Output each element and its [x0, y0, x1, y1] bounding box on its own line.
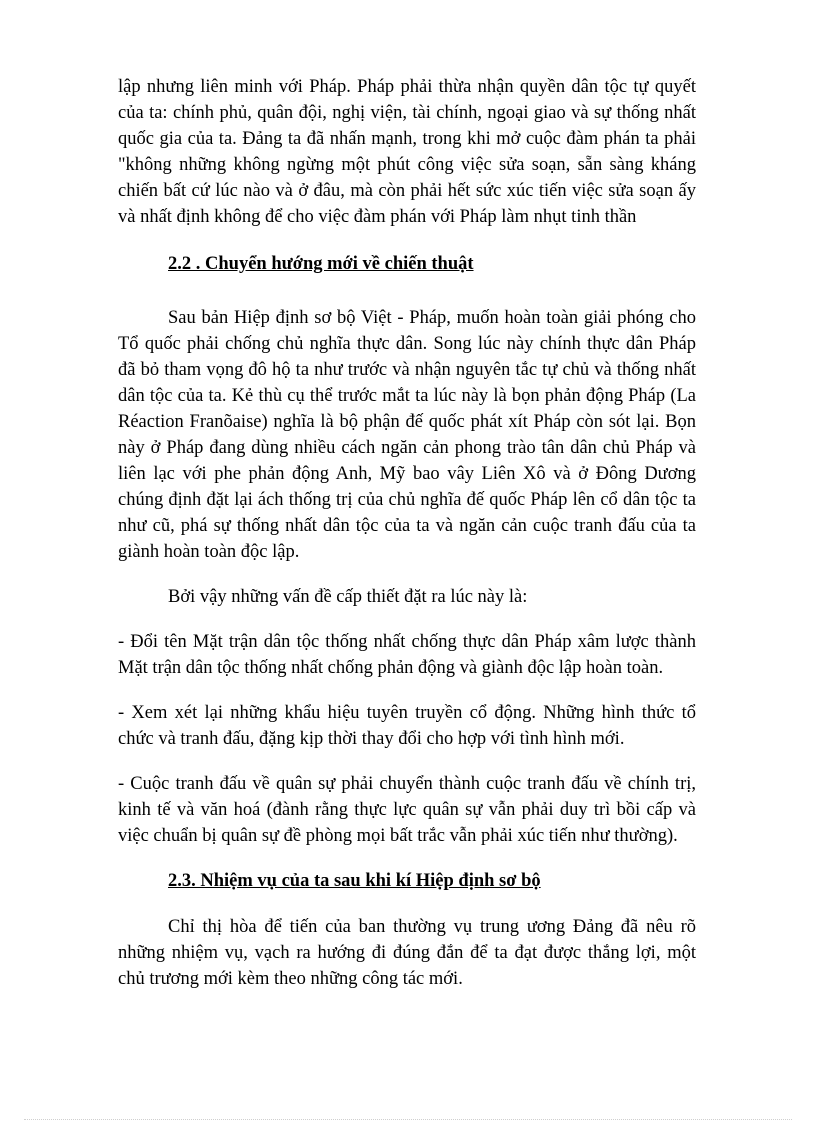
section-heading: 2.2 . Chuyển hướng mới về chiến thuật	[168, 254, 474, 274]
paragraph-line: Réaction Franõaise) nghĩa là bộ phận đế quốc phát xít Pháp còn sót lại. Bọn	[118, 412, 696, 432]
paragraph-line: chiến bất cứ lúc nào và ở đâu, mà còn phải hết sức xúc tiến việc sửa soạn ấy	[118, 181, 696, 201]
list-item-line: việc chuẩn bị quân sự đề phòng mọi bất trắc vẫn phải xúc tiến như thường).	[118, 826, 678, 846]
paragraph-line: Sau bản Hiệp định sơ bộ Việt - Pháp, muốn hoàn toàn giải phóng cho	[168, 308, 696, 328]
paragraph-line: giành hoàn toàn độc lập.	[118, 542, 300, 562]
paragraph-line: của ta: chính phủ, quân đội, nghị viện, tài chính, ngoại giao và sự thống nhất	[118, 103, 696, 123]
paragraph-line: chúng định đặt lại ách thống trị của chủ nghĩa đế quốc Pháp lên cổ dân tộc ta	[118, 490, 696, 510]
list-item-line: Mặt trận dân tộc thống nhất chống phản động và giành độc lập hoàn toàn.	[118, 658, 664, 678]
section-heading: 2.3. Nhiệm vụ của ta sau khi kí Hiệp định sơ bộ	[168, 871, 541, 891]
paragraph-line: dân tộc của ta. Kẻ thù cụ thể trước mắt ta lúc này là bọn phản động Pháp (La	[118, 386, 696, 406]
paragraph-line: Chỉ thị hòa để tiến của ban thường vụ trung ương Đảng đã nêu rõ	[168, 917, 696, 937]
paragraph-line: Bởi vậy những vấn đề cấp thiết đặt ra lúc này là:	[168, 587, 528, 607]
page-bottom-divider	[24, 1119, 792, 1120]
list-item-line: - Đổi tên Mặt trận dân tộc thống nhất chống thực dân Pháp xâm lược thành	[118, 632, 696, 652]
paragraph-line: đã bỏ tham vọng đô hộ ta như trước và nhận nguyên tắc tự chủ và thống nhất	[118, 360, 696, 380]
paragraph-line: những nhiệm vụ, vạch ra hướng đi đúng đắn để ta đạt được thắng lợi, một	[118, 943, 696, 963]
list-item-line: kinh tế và văn hoá (đành rằng thực lực quân sự vẫn phải duy trì bồi cấp và	[118, 800, 696, 820]
paragraph-line: lập nhưng liên minh với Pháp. Pháp phải thừa nhận quyền dân tộc tự quyết	[118, 77, 696, 97]
list-item-line: - Cuộc tranh đấu về quân sự phải chuyển thành cuộc tranh đấu về chính trị,	[118, 774, 696, 794]
paragraph-line: chủ trương mới kèm theo những công tác mới.	[118, 969, 463, 989]
paragraph-line: "không những không ngừng một phút công việc sửa soạn, sẵn sàng kháng	[118, 155, 696, 175]
paragraph-line: này ở Pháp đang dùng nhiều cách ngăn cản phong trào tân dân chủ Pháp và	[118, 438, 696, 458]
paragraph-line: và nhất định không để cho việc đàm phán với Pháp làm nhụt tinh thần	[118, 207, 637, 227]
paragraph-line: như cũ, phá sự thống nhất dân tộc của ta và ngăn cản cuộc tranh đấu của ta	[118, 516, 696, 536]
paragraph-line: Tổ quốc phải chống chủ nghĩa thực dân. Song lúc này chính thực dân Pháp	[118, 334, 696, 354]
list-item-line: - Xem xét lại những khẩu hiệu tuyên truyền cổ động. Những hình thức tổ	[118, 703, 696, 723]
paragraph-line: liên lạc với phe phản động Anh, Mỹ bao vây Liên Xô và ở Đông Dương	[118, 464, 696, 484]
paragraph-line: quốc gia của ta. Đảng ta đã nhấn mạnh, trong khi mở cuộc đàm phán ta phải	[118, 129, 696, 149]
list-item-line: chức và tranh đấu, đặng kịp thời thay đổi cho hợp với tình hình mới.	[118, 729, 625, 749]
